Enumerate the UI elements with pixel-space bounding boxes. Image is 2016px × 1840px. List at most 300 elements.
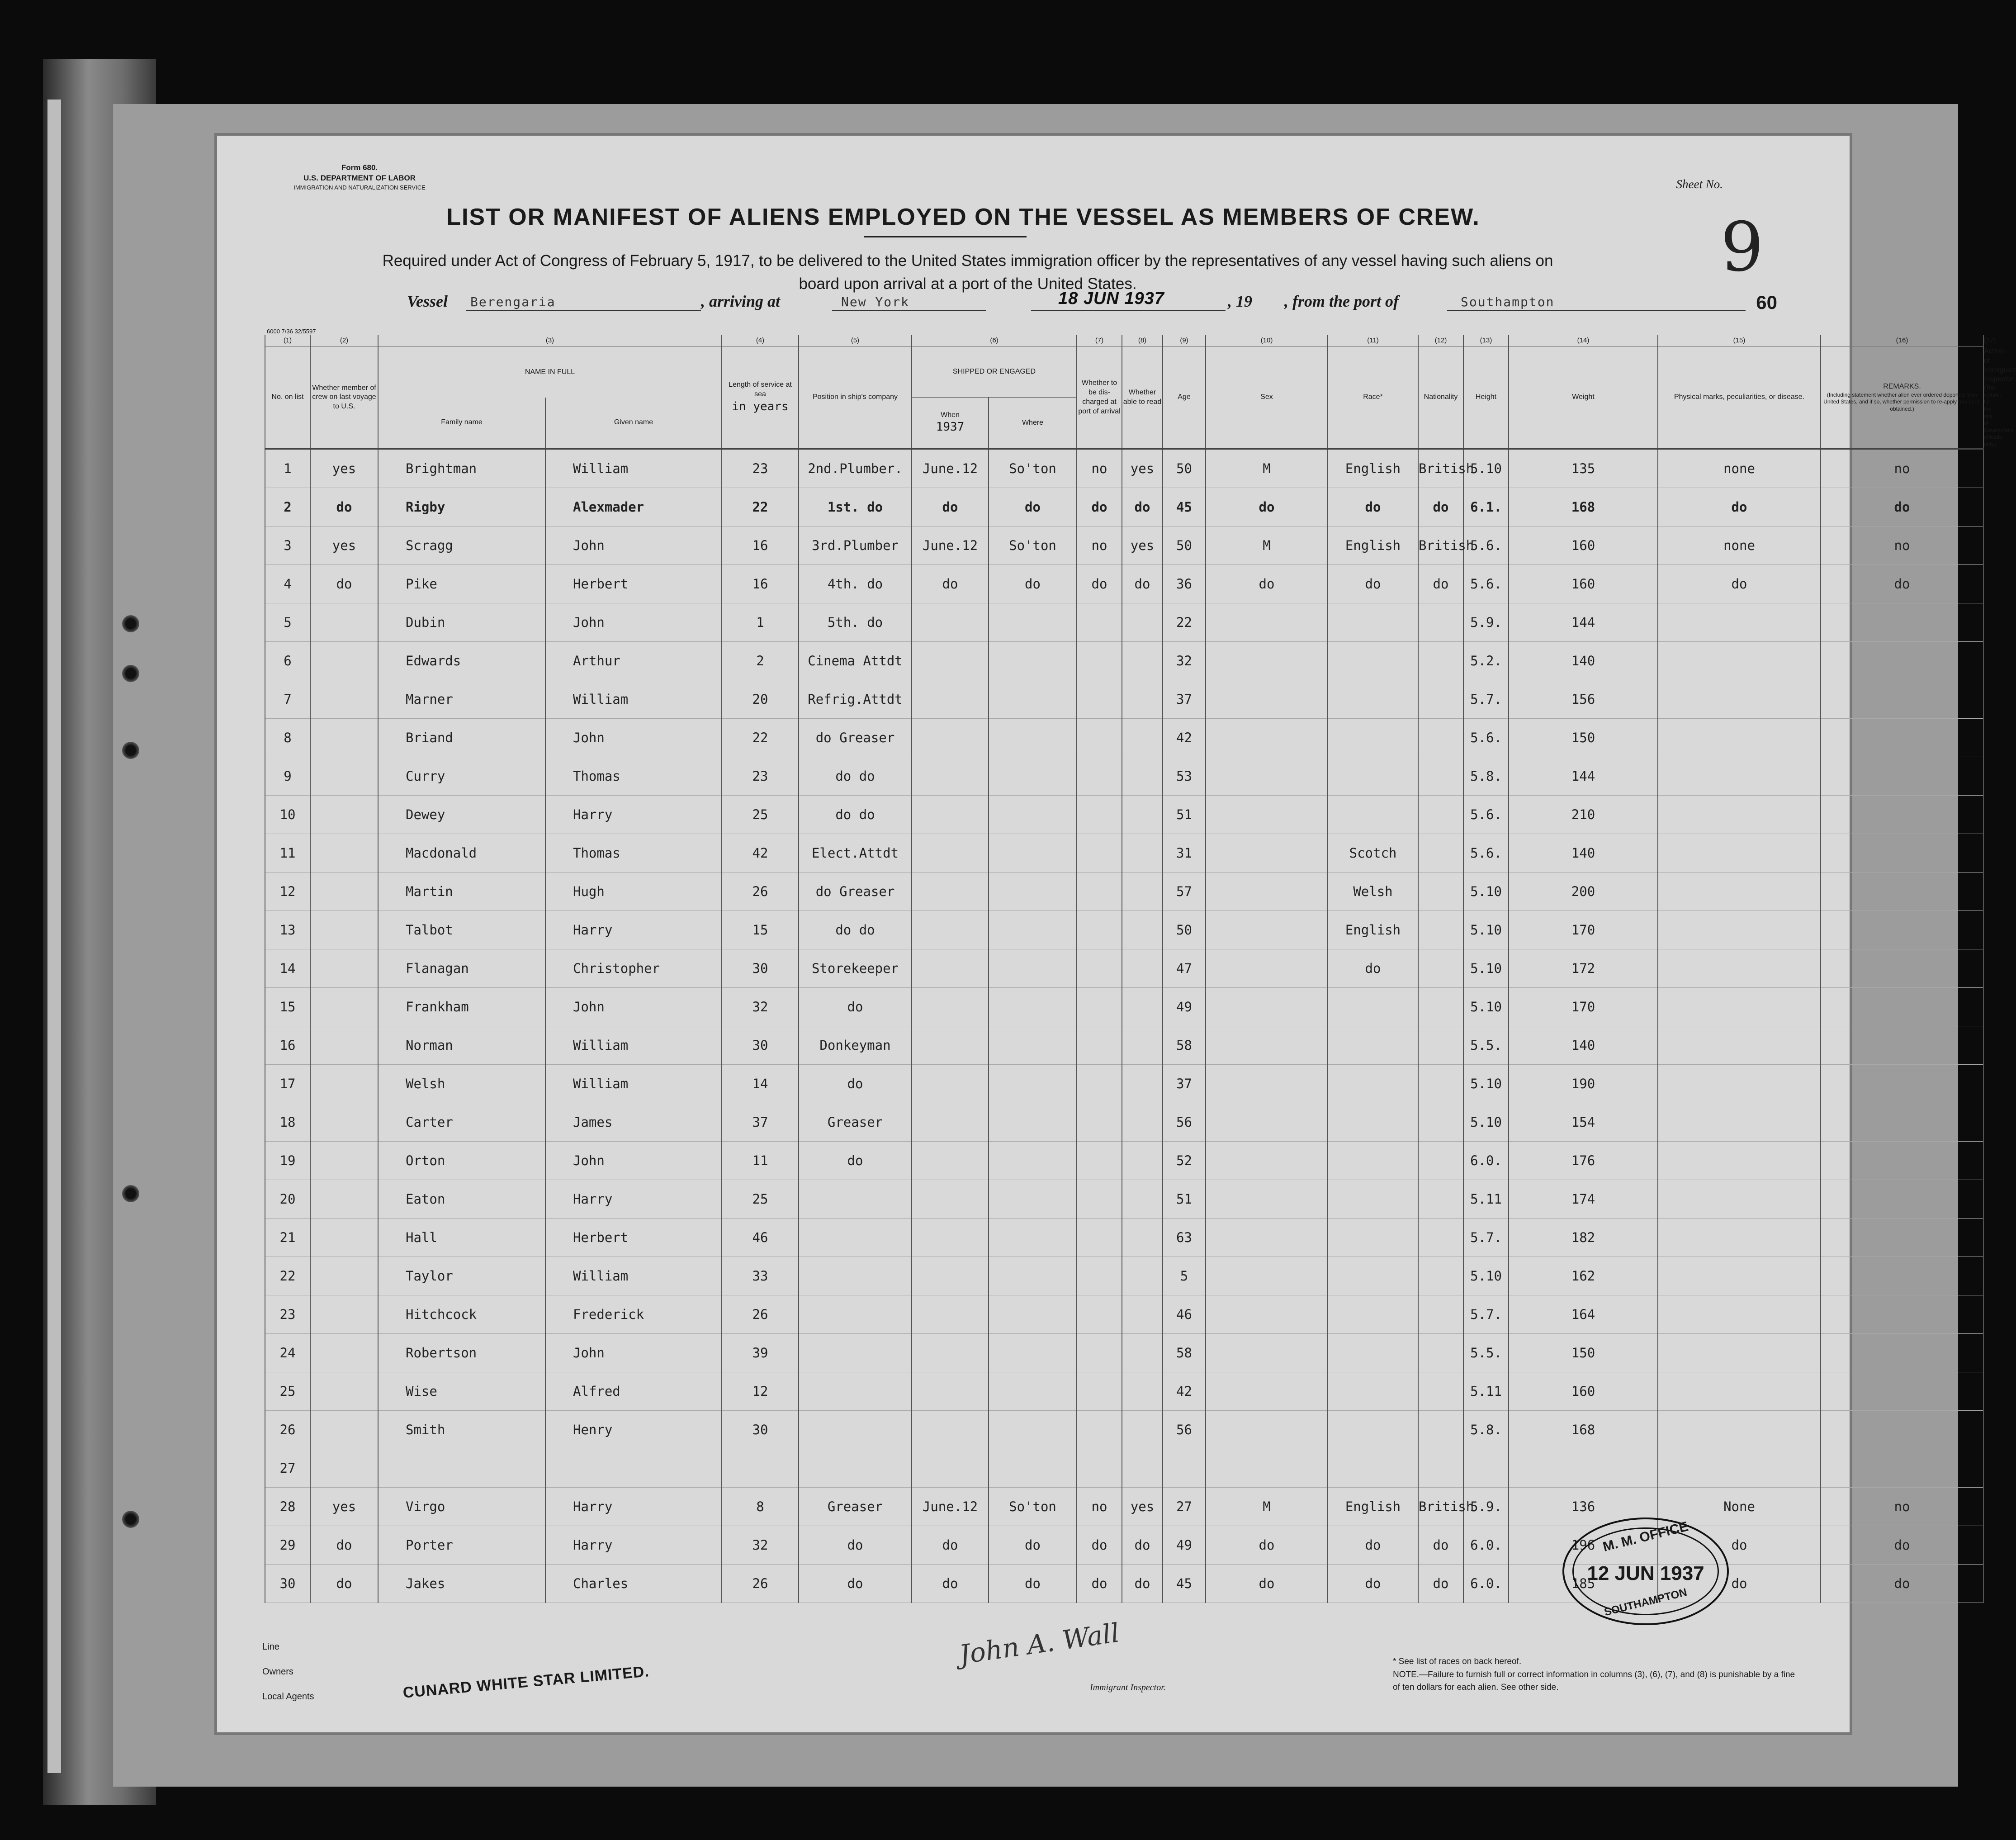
cell-weight: 140 [1509, 1026, 1658, 1064]
cell-when [912, 987, 989, 1026]
cell-when: June.12 [912, 449, 989, 488]
cell-height: 5.5. [1463, 1026, 1509, 1064]
cell-where [989, 680, 1077, 718]
cell-service: 1 [722, 603, 799, 641]
cell-weight: 135 [1509, 449, 1658, 488]
cell-no: 28 [265, 1487, 310, 1526]
table-row [265, 949, 1983, 987]
cell-height: 5.10 [1463, 1064, 1509, 1103]
cell-position: do Greaser [799, 718, 912, 757]
cell-position: 3rd.Plumber [799, 526, 912, 564]
cell-weight: 170 [1509, 911, 1658, 949]
cell-remarks [1821, 949, 1983, 987]
cell-sex [1206, 1141, 1328, 1180]
cell-family: Hitchcock [378, 1295, 545, 1333]
cell-read [1122, 680, 1163, 718]
sheet-no-label: Sheet No. [1676, 177, 1723, 191]
cell-sex [1206, 834, 1328, 872]
cell-remarks [1821, 834, 1983, 872]
cell-race: do [1328, 1564, 1418, 1603]
cell-marks [1658, 1295, 1821, 1333]
cell-height: 5.7. [1463, 680, 1509, 718]
cell-race [1328, 1064, 1418, 1103]
cell-remarks [1821, 680, 1983, 718]
cell-given: Harry [545, 1487, 722, 1526]
cell-remarks: do [1821, 488, 1983, 526]
cell-service: 39 [722, 1333, 799, 1372]
cell-marks [1658, 1333, 1821, 1372]
cell-age: 50 [1163, 449, 1206, 488]
cell-where: do [989, 564, 1077, 603]
cell-marks [1658, 603, 1821, 641]
cell-height: 5.2. [1463, 641, 1509, 680]
cell-given: John [545, 718, 722, 757]
cell-read: do [1122, 1564, 1163, 1603]
header-able-to-read: Whether able to read [1122, 347, 1163, 449]
cell-service: 2 [722, 641, 799, 680]
cell-when [912, 603, 989, 641]
cell-member [310, 1295, 378, 1333]
cell-marks [1658, 641, 1821, 680]
cell-given: Henry [545, 1410, 722, 1449]
cell-family: Brightman [378, 449, 545, 488]
header-family-name: Family name [378, 398, 545, 449]
cell-when [912, 1257, 989, 1295]
cell-no: 8 [265, 718, 310, 757]
cell-service: 14 [722, 1064, 799, 1103]
cell-race: do [1328, 949, 1418, 987]
cell-height: 5.10 [1463, 1257, 1509, 1295]
cell-where [989, 987, 1077, 1026]
colnum: (10) [1206, 335, 1328, 347]
cell-marks [1658, 987, 1821, 1026]
table-row [265, 795, 1983, 834]
inspector-label: Immigrant Inspector. [1090, 1683, 1166, 1693]
cell-nat [1418, 795, 1463, 834]
cell-sex [1206, 1103, 1328, 1141]
cell-when [912, 872, 989, 911]
cell-when [912, 1372, 989, 1410]
cell-read [1122, 1180, 1163, 1218]
cell-disch: do [1077, 1564, 1122, 1603]
cell-sex [1206, 1449, 1328, 1487]
cell-member [310, 1141, 378, 1180]
cell-height: 5.5. [1463, 1333, 1509, 1372]
cell-when [912, 1295, 989, 1333]
cell-nat [1418, 1333, 1463, 1372]
cell-marks [1658, 757, 1821, 795]
cell-race [1328, 987, 1418, 1026]
cell-marks [1658, 1410, 1821, 1449]
cell-age: 50 [1163, 526, 1206, 564]
header-sex: Sex [1206, 347, 1328, 449]
cell-age: 63 [1163, 1218, 1206, 1257]
cell-service: 20 [722, 680, 799, 718]
cell-no: 14 [265, 949, 310, 987]
cell-sex [1206, 1064, 1328, 1103]
cell-marks: none [1658, 526, 1821, 564]
cell-age: 56 [1163, 1103, 1206, 1141]
cell-position: Storekeeper [799, 949, 912, 987]
cell-read [1122, 718, 1163, 757]
cell-family: Rigby [378, 488, 545, 526]
cell-age: 52 [1163, 1141, 1206, 1180]
cell-nat: do [1418, 1526, 1463, 1564]
cell-nat [1418, 1026, 1463, 1064]
cell-read [1122, 949, 1163, 987]
cell-race [1328, 795, 1418, 834]
cell-member [310, 987, 378, 1026]
footer-notes [1393, 1655, 1800, 1694]
cell-weight: 176 [1509, 1141, 1658, 1180]
cell-height: 5.10 [1463, 449, 1509, 488]
cell-nat [1418, 1410, 1463, 1449]
cell-where [989, 1141, 1077, 1180]
cell-height: 6.0. [1463, 1564, 1509, 1603]
header-weight: Weight [1509, 347, 1658, 449]
cell-weight [1509, 1449, 1658, 1487]
races-note: * See list of races on back hereof. [1393, 1657, 1522, 1666]
punch-hole [122, 615, 139, 632]
cell-family [378, 1449, 545, 1487]
cell-member [310, 1026, 378, 1064]
cell-nat: British [1418, 526, 1463, 564]
cell-height: 5.10 [1463, 987, 1509, 1026]
colnum: (14) [1509, 335, 1658, 347]
cell-where [989, 1410, 1077, 1449]
cell-sex [1206, 757, 1328, 795]
cell-sex [1206, 680, 1328, 718]
cell-no: 2 [265, 488, 310, 526]
cell-sex: do [1206, 1564, 1328, 1603]
cell-marks [1658, 1180, 1821, 1218]
cell-nat [1418, 757, 1463, 795]
cell-disch [1077, 795, 1122, 834]
header-no-on-list: No. on list [265, 347, 310, 449]
cell-marks [1658, 795, 1821, 834]
cell-when [912, 795, 989, 834]
cell-no: 18 [265, 1103, 310, 1141]
cell-service: 30 [722, 1410, 799, 1449]
punch-hole [122, 665, 139, 682]
cell-no: 25 [265, 1372, 310, 1410]
cell-age: 49 [1163, 987, 1206, 1026]
cell-remarks [1821, 795, 1983, 834]
cell-age [1163, 1449, 1206, 1487]
cell-race [1328, 680, 1418, 718]
cell-where [989, 1180, 1077, 1218]
cell-member [310, 1333, 378, 1372]
cell-marks: do [1658, 1564, 1821, 1603]
table-row [265, 1064, 1983, 1103]
cell-when [912, 949, 989, 987]
cell-race [1328, 1257, 1418, 1295]
cell-no: 17 [265, 1064, 310, 1103]
cell-marks [1658, 911, 1821, 949]
cell-weight: 185 [1509, 1564, 1658, 1603]
cell-family: Dubin [378, 603, 545, 641]
cell-race [1328, 1180, 1418, 1218]
cell-height: 5.9. [1463, 603, 1509, 641]
header-remarks-note: (Including statement whether alien ever ordered deported from United States, and if so, whether permission to re-apply has been obtained.) [1823, 391, 1981, 412]
cell-marks [1658, 949, 1821, 987]
cell-nat [1418, 1064, 1463, 1103]
department-name: U.S. DEPARTMENT OF LABOR [303, 173, 416, 182]
cell-read [1122, 1410, 1163, 1449]
cell-remarks: do [1821, 1564, 1983, 1603]
cell-member [310, 641, 378, 680]
cell-height: 5.7. [1463, 1218, 1509, 1257]
cell-given: John [545, 1141, 722, 1180]
cell-sex: do [1206, 564, 1328, 603]
cell-given: Herbert [545, 1218, 722, 1257]
cell-marks [1658, 1372, 1821, 1410]
cell-service [722, 1449, 799, 1487]
cell-no: 26 [265, 1410, 310, 1449]
cell-member [310, 1103, 378, 1141]
cell-age: 53 [1163, 757, 1206, 795]
cell-marks: do [1658, 564, 1821, 603]
punch-hole [122, 1185, 139, 1202]
cell-member [310, 911, 378, 949]
cell-given: William [545, 680, 722, 718]
cell-disch [1077, 1449, 1122, 1487]
cell-age: 45 [1163, 488, 1206, 526]
cell-sex: do [1206, 1526, 1328, 1564]
cell-no: 3 [265, 526, 310, 564]
cell-read [1122, 1257, 1163, 1295]
cell-where: do [989, 1564, 1077, 1603]
cell-read [1122, 834, 1163, 872]
local-agents-label: Local Agents [262, 1692, 314, 1702]
cell-marks [1658, 718, 1821, 757]
cell-height: 5.6. [1463, 526, 1509, 564]
table-row [265, 526, 1983, 564]
cell-remarks [1821, 1449, 1983, 1487]
header-remarks-label: REMARKS. [1883, 382, 1921, 390]
cell-weight: 160 [1509, 1372, 1658, 1410]
cell-disch [1077, 718, 1122, 757]
cell-service: 30 [722, 1026, 799, 1064]
cell-position: do [799, 1064, 912, 1103]
cell-weight: 168 [1509, 488, 1658, 526]
cell-service: 32 [722, 1526, 799, 1564]
header-name-in-full: NAME IN FULL [378, 347, 722, 398]
cell-read [1122, 1295, 1163, 1333]
cell-given: John [545, 526, 722, 564]
cell-no: 24 [265, 1333, 310, 1372]
column-number-row: (1) (2) (3) (4) (5) (6) (7) (8) (9) (10) (11) (12) (13) (14) (15) (16) (17) [265, 335, 1983, 347]
cell-remarks [1821, 1026, 1983, 1064]
cell-age: 57 [1163, 872, 1206, 911]
cell-read [1122, 872, 1163, 911]
cell-sex: M [1206, 449, 1328, 488]
cell-member [310, 718, 378, 757]
cell-where [989, 1333, 1077, 1372]
colnum: (11) [1328, 335, 1418, 347]
colnum: (5) [799, 335, 912, 347]
column-header-row: No. on list Whether member of crew on last voyage to U.S. NAME IN FULL Length of service at sea in years Position in ship's company SHIPPED OR ENGAGED Whether to be dis-charged at port of arrival Whether able to read Age Sex Race* Nationality Height Weight Physical marks, peculiarities, or disease. REMARKS. (Including statement whether alien ever ordered deported from United States, and if so, whether permission to re-apply has been obtained.) Action of Immigrant Inspector. (This column for the use of Government officials only.) [265, 347, 1983, 398]
cell-sex [1206, 1333, 1328, 1372]
cell-where [989, 1218, 1077, 1257]
arriving-port: New York [841, 294, 909, 309]
cell-family: Smith [378, 1410, 545, 1449]
cell-disch [1077, 1372, 1122, 1410]
from-port-label: , from the port of [1284, 292, 1399, 310]
cell-service: 30 [722, 949, 799, 987]
cell-disch: no [1077, 1487, 1122, 1526]
cell-remarks [1821, 987, 1983, 1026]
cell-age: 27 [1163, 1487, 1206, 1526]
cell-family: Taylor [378, 1257, 545, 1295]
cell-position: Cinema Attdt [799, 641, 912, 680]
cell-when: do [912, 488, 989, 526]
cell-family: Macdonald [378, 834, 545, 872]
cell-race [1328, 1141, 1418, 1180]
crew-manifest-table [265, 335, 2016, 1603]
cell-where: do [989, 1526, 1077, 1564]
cell-weight: 200 [1509, 872, 1658, 911]
cell-nat [1418, 1103, 1463, 1141]
cell-member: do [310, 564, 378, 603]
cell-read: yes [1122, 449, 1163, 488]
cell-given: Frederick [545, 1295, 722, 1333]
cell-no: 1 [265, 449, 310, 488]
cell-remarks: no [1821, 449, 1983, 488]
table-row [265, 987, 1983, 1026]
cell-position [799, 1257, 912, 1295]
cell-service: 15 [722, 911, 799, 949]
cell-age: 51 [1163, 795, 1206, 834]
cell-height: 6.0. [1463, 1526, 1509, 1564]
cell-disch [1077, 1410, 1122, 1449]
cell-height: 5.6. [1463, 564, 1509, 603]
cell-remarks [1821, 872, 1983, 911]
colnum: (12) [1418, 335, 1463, 347]
cell-disch [1077, 949, 1122, 987]
cell-given: John [545, 987, 722, 1026]
cell-sex [1206, 1410, 1328, 1449]
cell-service: 26 [722, 1564, 799, 1603]
cell-marks [1658, 1257, 1821, 1295]
cell-given: Harry [545, 1526, 722, 1564]
cell-position: do [799, 1564, 912, 1603]
cell-when [912, 1064, 989, 1103]
cell-where [989, 757, 1077, 795]
cell-height: 5.6. [1463, 795, 1509, 834]
cell-family: Norman [378, 1026, 545, 1064]
cell-no: 27 [265, 1449, 310, 1487]
stamp-office: M. M. OFFICE [1601, 1519, 1690, 1555]
cell-weight: 136 [1509, 1487, 1658, 1526]
cell-sex [1206, 1372, 1328, 1410]
cell-given: Harry [545, 795, 722, 834]
cell-no: 22 [265, 1257, 310, 1295]
cell-where [989, 795, 1077, 834]
cell-remarks [1821, 757, 1983, 795]
cell-no: 9 [265, 757, 310, 795]
cell-age: 46 [1163, 1295, 1206, 1333]
cell-position: do do [799, 795, 912, 834]
sheet-number: 9 [1720, 208, 1764, 287]
cell-nat [1418, 1257, 1463, 1295]
cell-marks [1658, 834, 1821, 872]
cell-disch [1077, 987, 1122, 1026]
cell-when [912, 1103, 989, 1141]
cell-given: Thomas [545, 834, 722, 872]
cell-where: do [989, 488, 1077, 526]
cell-height: 5.10 [1463, 911, 1509, 949]
cell-given: William [545, 1064, 722, 1103]
cell-position: do [799, 1526, 912, 1564]
cell-disch [1077, 1103, 1122, 1141]
cell-disch [1077, 1333, 1122, 1372]
cell-when [912, 834, 989, 872]
cell-weight: 164 [1509, 1295, 1658, 1333]
cell-where: So'ton [989, 449, 1077, 488]
cell-disch: no [1077, 449, 1122, 488]
table-row [265, 1141, 1983, 1180]
cell-given: Arthur [545, 641, 722, 680]
cell-race [1328, 1333, 1418, 1372]
cell-sex [1206, 1295, 1328, 1333]
manifest-title: LIST OR MANIFEST OF ALIENS EMPLOYED ON THE VESSEL AS MEMBERS OF CREW. [446, 204, 1480, 230]
cell-remarks [1821, 1295, 1983, 1333]
cell-service: 46 [722, 1218, 799, 1257]
cell-given: Charles [545, 1564, 722, 1603]
cell-race: English [1328, 449, 1418, 488]
cell-sex [1206, 1257, 1328, 1295]
cell-service: 26 [722, 872, 799, 911]
cell-disch [1077, 757, 1122, 795]
table-row [265, 718, 1983, 757]
vessel-name: Berengaria [470, 294, 556, 309]
cell-position [799, 1180, 912, 1218]
binder-strip [47, 100, 61, 1773]
cell-family: Eaton [378, 1180, 545, 1218]
cell-remarks [1821, 1141, 1983, 1180]
cell-member: yes [310, 449, 378, 488]
cell-race: Scotch [1328, 834, 1418, 872]
year-label: , 19 [1228, 292, 1252, 310]
header-nationality: Nationality [1418, 347, 1463, 449]
cell-no: 21 [265, 1218, 310, 1257]
cell-race [1328, 641, 1418, 680]
cell-marks [1658, 1141, 1821, 1180]
cell-age: 58 [1163, 1026, 1206, 1064]
cell-sex: do [1206, 488, 1328, 526]
cell-race [1328, 1218, 1418, 1257]
header-crew-member: Whether member of crew on last voyage to U.S. [310, 347, 378, 449]
cell-member [310, 603, 378, 641]
cell-age: 42 [1163, 718, 1206, 757]
cell-member [310, 872, 378, 911]
cell-remarks [1821, 1180, 1983, 1218]
cell-height: 6.0. [1463, 1141, 1509, 1180]
cell-where [989, 834, 1077, 872]
cell-disch [1077, 834, 1122, 872]
table-row [265, 834, 1983, 872]
manifest-subtitle: Required under Act of Congress of February 5, 1917, to be delivered to the United States immigration officer by the representatives of any vessel having such aliens on board upon arrival at a port of the United States. [382, 252, 1553, 293]
cell-given: John [545, 1333, 722, 1372]
cell-service: 23 [722, 757, 799, 795]
cell-height [1463, 1449, 1509, 1487]
table-row [265, 1333, 1983, 1372]
cell-disch [1077, 911, 1122, 949]
cell-where: So'ton [989, 526, 1077, 564]
cell-marks: None [1658, 1487, 1821, 1526]
cell-position [799, 1449, 912, 1487]
